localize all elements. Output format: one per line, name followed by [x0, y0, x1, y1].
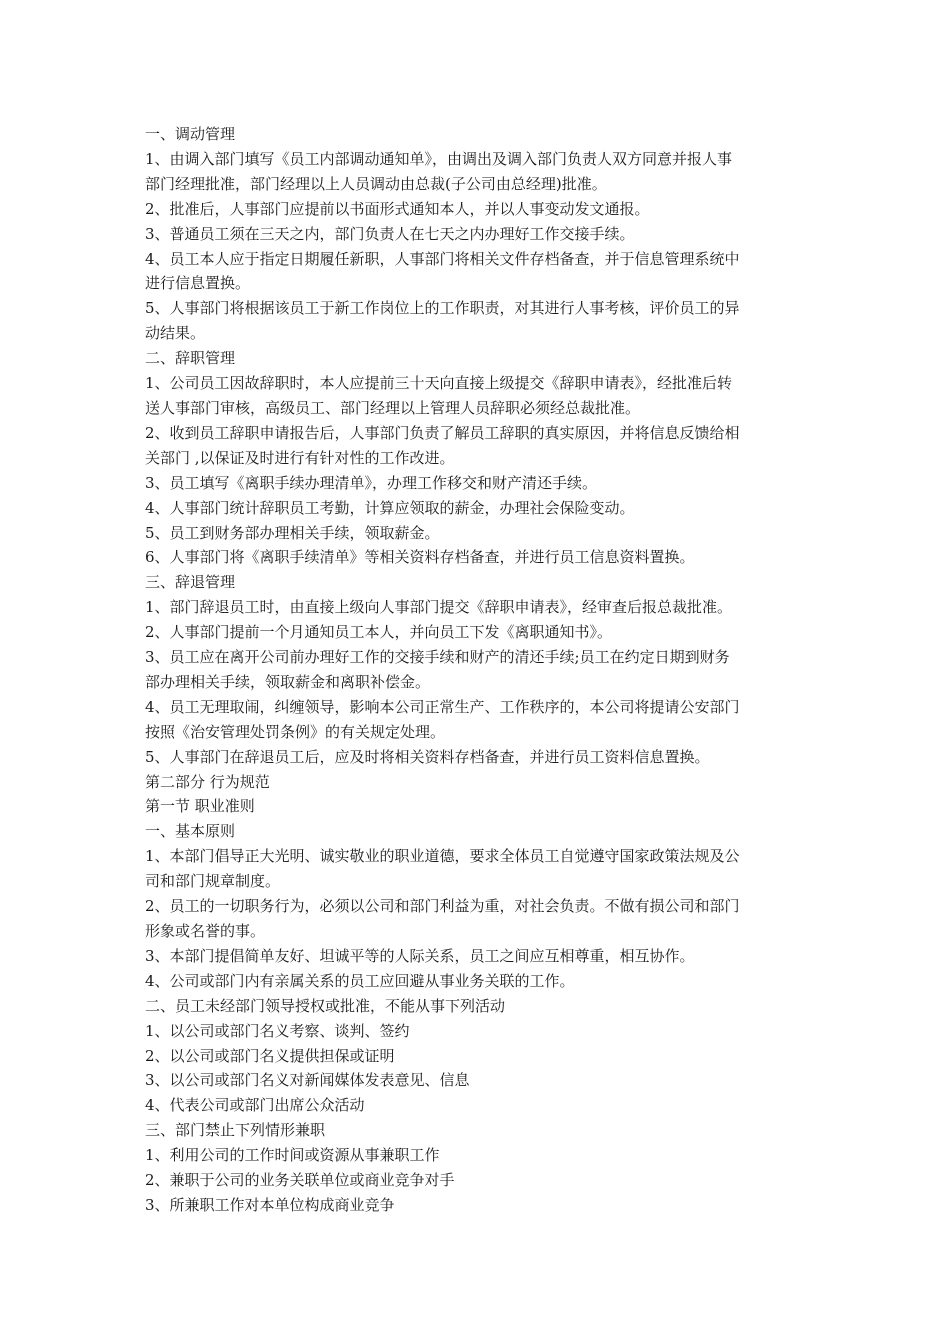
list-item: 2、以公司或部门名义提供担保或证明: [145, 1046, 395, 1065]
paragraph-line: 送人事部门审核，高级员工、部门经理以上管理人员辞职必须经总裁批准。: [145, 398, 641, 417]
paragraph-line: 2、批准后，人事部门应提前以书面形式通知本人，并以人事变动发文通报。: [145, 199, 650, 218]
list-item: 2、兼职于公司的业务关联单位或商业竞争对手: [145, 1171, 455, 1190]
list-item: 1、利用公司的工作时间或资源从事兼职工作: [145, 1146, 440, 1165]
section-heading: 二、员工未经部门领导授权或批准，不能从事下列活动: [145, 996, 506, 1015]
section-heading: 三、辞退管理: [145, 573, 236, 592]
paragraph-line: 动结果。: [145, 324, 206, 343]
paragraph-line: 部门经理批准，部门经理以上人员调动由总裁(子公司由总经理)批准。: [145, 174, 607, 193]
paragraph-line: 5、人事部门在辞退员工后，应及时将相关资料存档备查，并进行员工资料信息置换。: [145, 747, 710, 766]
paragraph-line: 2、人事部门提前一个月通知员工本人，并向员工下发《离职通知书》。: [145, 623, 613, 642]
list-item: 3、所兼职工作对本单位构成商业竞争: [145, 1195, 395, 1214]
paragraph-line: 3、本部门提倡简单友好、坦诚平等的人际关系，员工之间应互相尊重，相互协作。: [145, 946, 695, 965]
paragraph-line: 4、人事部门统计辞职员工考勤，计算应领取的薪金，办理社会保险变动。: [145, 498, 635, 517]
list-item: 1、以公司或部门名义考察、谈判、签约: [145, 1021, 410, 1040]
paragraph-line: 6、人事部门将《离职手续清单》等相关资料存档备查，并进行员工信息资料置换。: [145, 548, 695, 567]
paragraph-line: 4、员工本人应于指定日期履任新职，人事部门将相关文件存档备查，并于信息管理系统中: [145, 249, 740, 268]
section-heading: 二、辞职管理: [145, 349, 236, 368]
paragraph-line: 按照《治安管理处罚条例》的有关规定处理。: [145, 722, 446, 741]
paragraph-line: 2、收到员工辞职申请报告后，人事部门负责了解员工辞职的真实原因，并将信息反馈给相: [145, 423, 740, 442]
paragraph-line: 1、公司员工因故辞职时，本人应提前三十天向直接上级提交《辞职申请表》，经批准后转: [145, 374, 733, 393]
paragraph-line: 进行信息置换。: [145, 274, 251, 293]
paragraph-line: 1、部门辞退员工时，由直接上级向人事部门提交《辞职申请表》，经审查后报总裁批准。: [145, 598, 733, 617]
paragraph-line: 5、员工到财务部办理相关手续，领取薪金。: [145, 523, 440, 542]
list-item: 3、以公司或部门名义对新闻媒体发表意见、信息: [145, 1071, 470, 1090]
paragraph-line: 5、人事部门将根据该员工于新工作岗位上的工作职责，对其进行人事考核，评价员工的异: [145, 299, 740, 318]
paragraph-line: 4、公司或部门内有亲属关系的员工应回避从事业务关联的工作。: [145, 971, 575, 990]
paragraph-line: 关部门 ,以保证及时进行有针对性的工作改进。: [145, 448, 455, 467]
paragraph-line: 1、由调入部门填写《员工内部调动通知单》，由调出及调入部门负责人双方同意并报人事: [145, 149, 733, 168]
paragraph-line: 3、员工填写《离职手续办理清单》，办理工作移交和财产清还手续。: [145, 473, 598, 492]
paragraph-line: 2、员工的一切职务行为，必须以公司和部门利益为重，对社会负责。不做有损公司和部门: [145, 897, 740, 916]
section-heading: 三、部门禁止下列情形兼职: [145, 1121, 326, 1140]
section-heading: 一、基本原则: [145, 822, 236, 841]
paragraph-line: 司和部门规章制度。: [145, 872, 281, 891]
part-heading: 第二部分 行为规范: [145, 772, 270, 791]
document-body: [145, 122, 810, 1218]
section-heading: 一、调动管理: [145, 125, 236, 143]
paragraph-line: 形象或名誉的事。: [145, 922, 266, 940]
paragraph-line: 1、本部门倡导正大光明、诚实敬业的职业道德，要求全体员工自觉遵守国家政策法规及公: [145, 847, 740, 866]
paragraph-line: 3、员工应在离开公司前办理好工作的交接手续和财产的清还手续;员工在约定日期到财务: [145, 648, 730, 667]
list-item: 4、代表公司或部门出席公众活动: [145, 1096, 365, 1115]
paragraph-line: 部办理相关手续，领取薪金和离职补偿金。: [145, 672, 431, 691]
paragraph-line: 3、普通员工须在三天之内，部门负责人在七天之内办理好工作交接手续。: [145, 224, 635, 243]
paragraph-line: 4、员工无理取闹，纠缠领导，影响本公司正常生产、工作秩序的，本公司将提请公安部门: [145, 697, 740, 716]
chapter-heading: 第一节 职业准则: [145, 797, 255, 816]
